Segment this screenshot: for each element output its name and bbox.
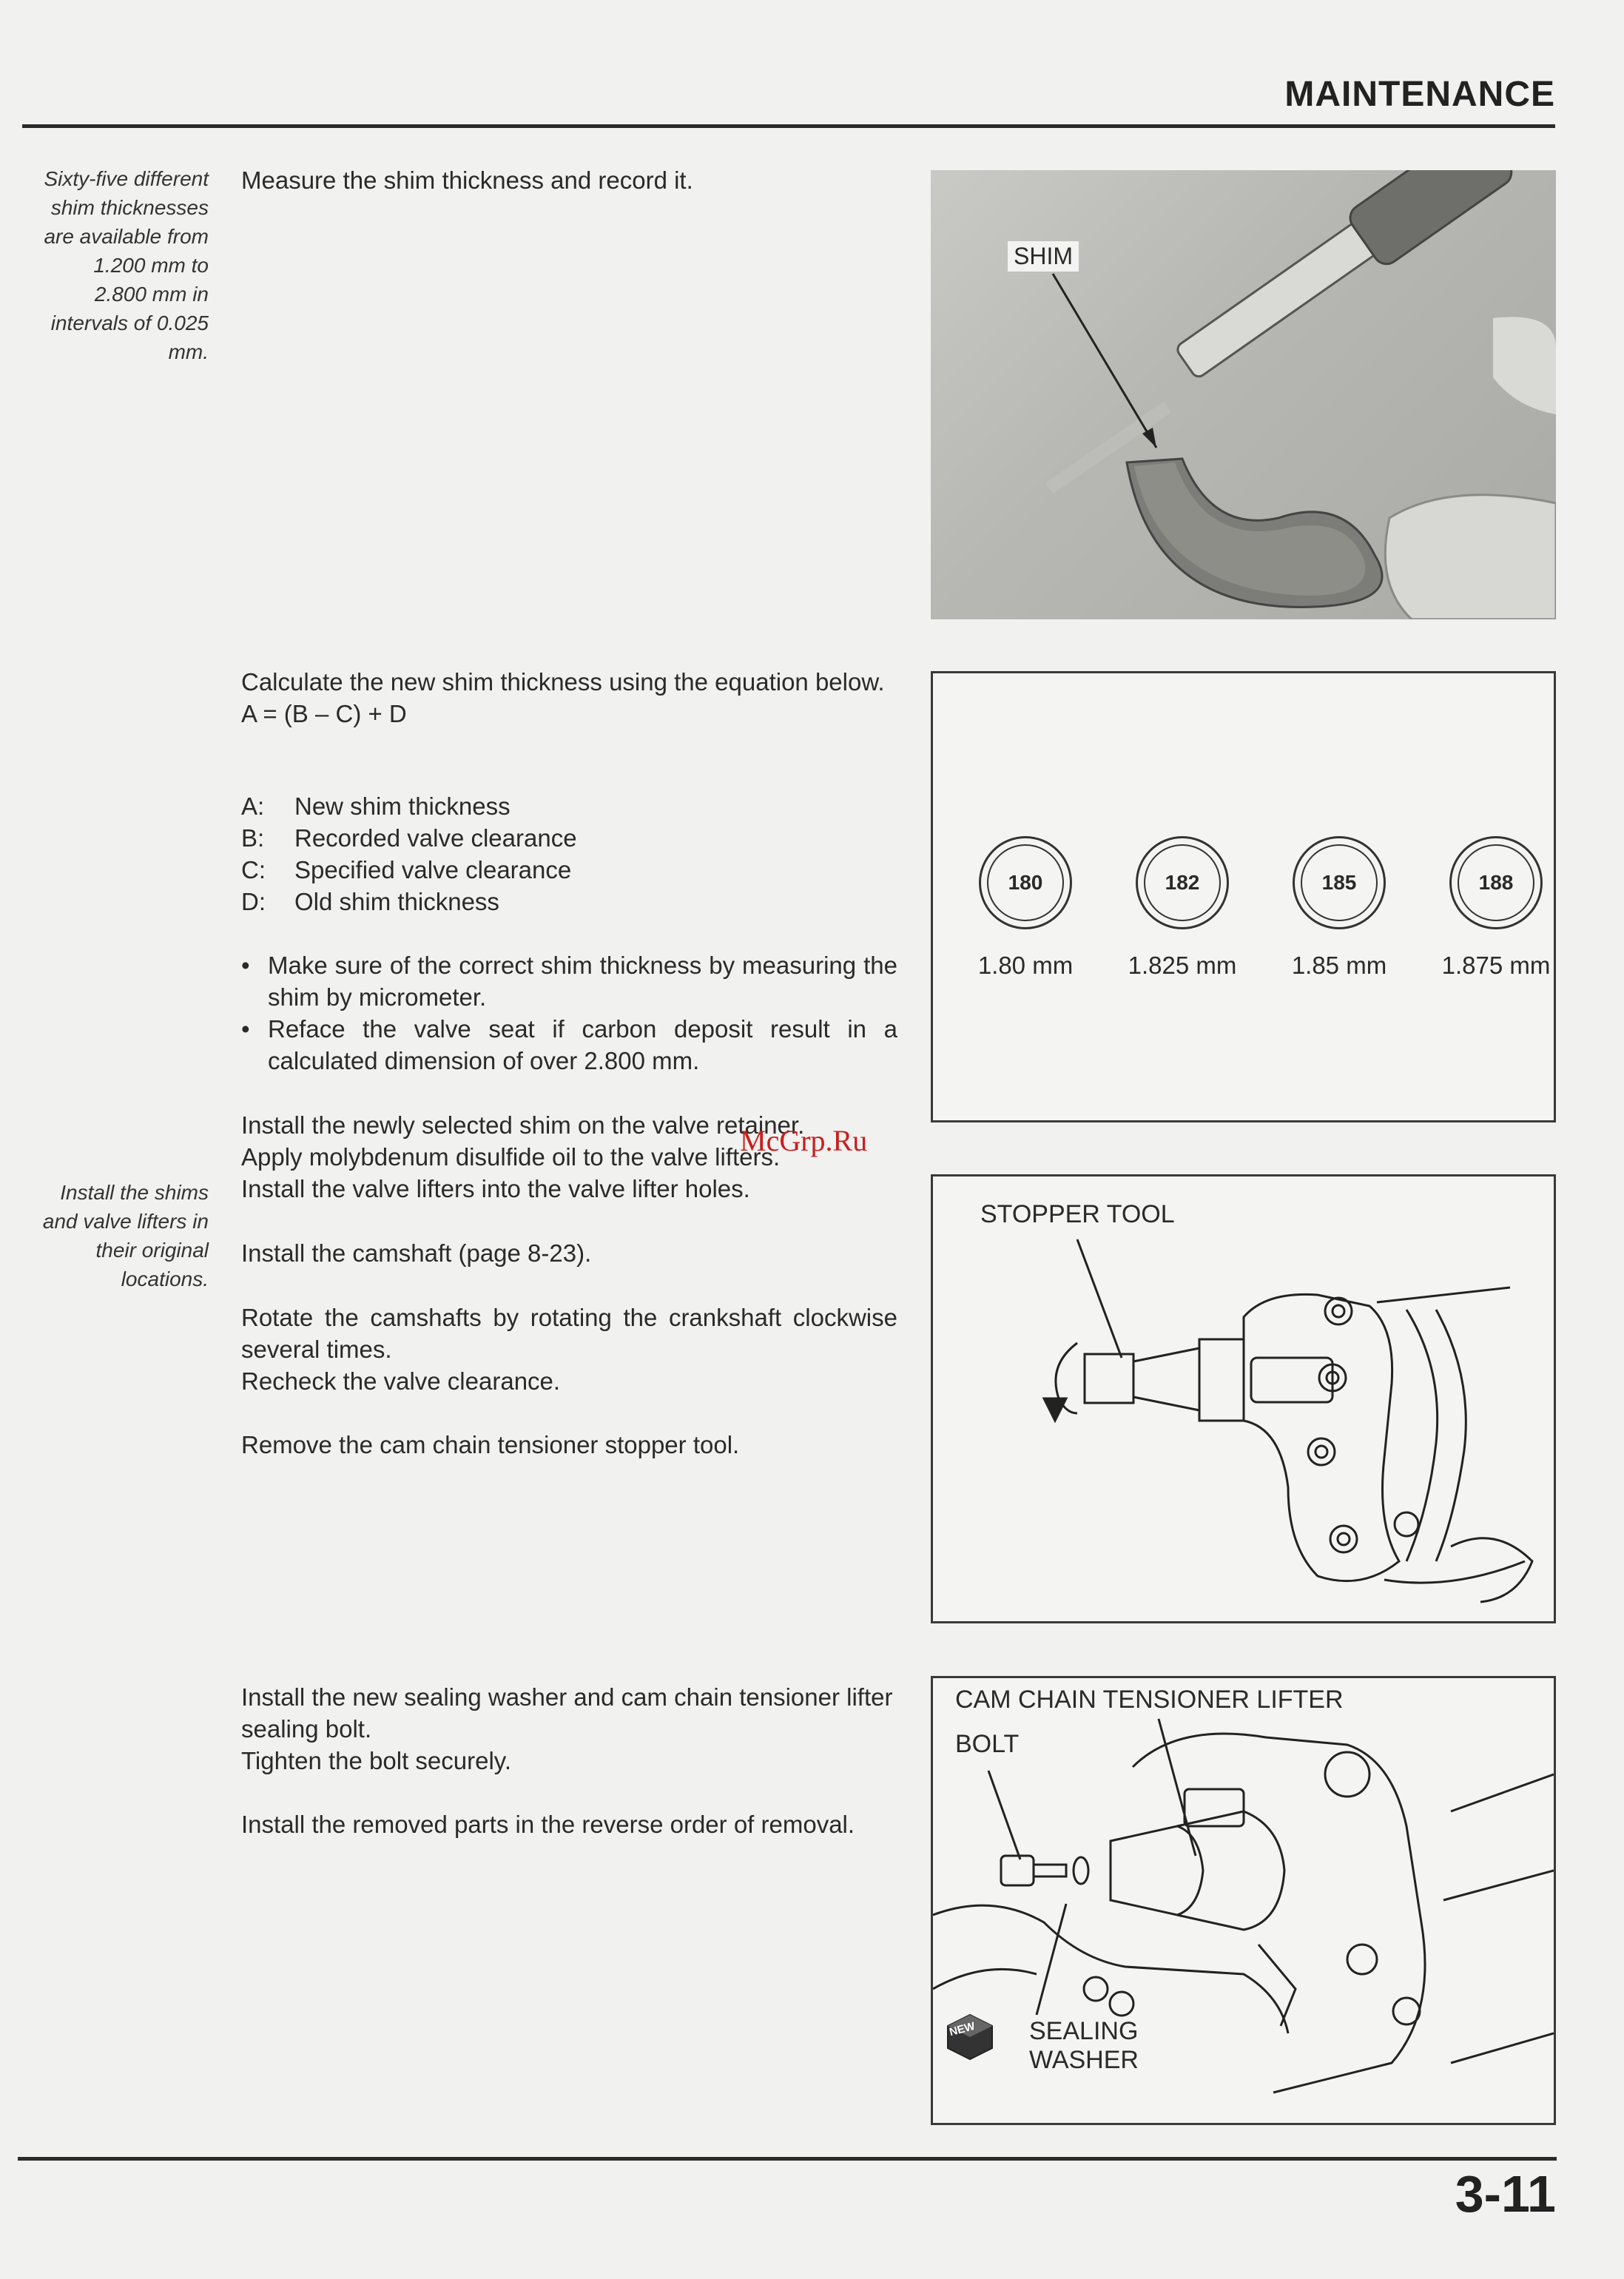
shim-size-label: 1.825 mm xyxy=(1128,952,1237,979)
body-paragraph: Remove the cam chain tensioner stopper tool. xyxy=(241,1431,740,1458)
side-note-line: mm. xyxy=(168,340,209,363)
shim-code: 182 xyxy=(1144,844,1221,921)
reverse-order-text xyxy=(241,1808,897,1840)
section-title: MAINTENANCE xyxy=(1284,75,1555,114)
side-note-line: Sixty-five different xyxy=(44,167,209,190)
side-note-line: locations. xyxy=(121,1268,209,1290)
shim-size-chart xyxy=(931,671,1556,1122)
shim-circle-icon xyxy=(1293,836,1386,929)
page-number: 3-11 xyxy=(1455,2165,1556,2223)
body-paragraph: Install the camshaft (page 8-23). xyxy=(241,1239,592,1267)
definition-value: Recorded valve clearance xyxy=(294,824,577,852)
definition-item xyxy=(241,790,577,822)
side-note-line: Install the shims xyxy=(60,1181,209,1204)
shim-size-label: 1.875 mm xyxy=(1441,952,1551,979)
body-paragraph: Rotate the camshafts by rotating the crankshaft clockwise several times. xyxy=(241,1304,897,1363)
side-note-original-locations xyxy=(24,1178,209,1293)
bullet-text: Reface the valve seat if carbon deposit result in a calculated dimension of over 2.800 mm. xyxy=(268,1015,897,1074)
equation: A = (B – C) + D xyxy=(241,700,407,727)
shim-size-item xyxy=(1112,836,1253,980)
side-note-shim-range xyxy=(24,164,209,366)
definition-value: Old shim thickness xyxy=(294,888,499,915)
tensioner-illustration xyxy=(933,1678,1554,2123)
body-paragraph: Measure the shim thickness and record it. xyxy=(241,166,693,194)
shim-size-item xyxy=(1426,836,1566,980)
shim-circle-icon xyxy=(979,836,1072,929)
bullet-icon: • xyxy=(241,952,250,979)
shim-code: 180 xyxy=(987,844,1064,921)
bolt-label: BOLT xyxy=(955,1730,1020,1758)
body-paragraph: Install the new sealing washer and cam chain tensioner lifter sealing bolt. xyxy=(241,1683,893,1743)
side-note-line: 1.200 mm to xyxy=(93,254,209,277)
camshaft-text xyxy=(241,1237,897,1269)
micrometer-photo xyxy=(931,170,1556,619)
definition-value: Specified valve clearance xyxy=(294,856,572,883)
bullet-text: Make sure of the correct shim thickness by measuring the shim by micrometer. xyxy=(268,952,897,1011)
bullet-list xyxy=(241,949,897,1077)
body-paragraph: Install the newly selected shim on the valve retainer. xyxy=(241,1111,805,1139)
shim-code: 188 xyxy=(1458,844,1534,921)
bullet-icon: • xyxy=(241,1015,250,1043)
calculate-text xyxy=(241,666,897,730)
measure-shim-text xyxy=(241,164,897,196)
shim-size-item xyxy=(955,836,1096,980)
definition-value: New shim thickness xyxy=(294,792,511,820)
definition-key: D: xyxy=(241,888,266,915)
watermark: McGrp.Ru xyxy=(740,1124,868,1157)
body-paragraph: Recheck the valve clearance. xyxy=(241,1367,561,1395)
side-note-line: 2.800 mm in xyxy=(94,283,209,306)
tensioner-lifter-label: CAM CHAIN TENSIONER LIFTER xyxy=(955,1686,1344,1714)
side-note-line: and valve lifters in xyxy=(42,1210,209,1233)
shim-label: SHIM xyxy=(1008,241,1079,272)
definition-key: A: xyxy=(241,792,265,820)
body-paragraph: Calculate the new shim thickness using the equation below. xyxy=(241,668,885,696)
rotate-text xyxy=(241,1302,897,1397)
definition-list xyxy=(241,790,577,918)
new-badge-text: NEW xyxy=(948,2019,977,2039)
micrometer-illustration xyxy=(931,170,1556,619)
definition-item xyxy=(241,822,577,854)
bullet-item xyxy=(241,1013,897,1077)
shim-size-label: 1.85 mm xyxy=(1291,952,1387,979)
stopper-tool-label: STOPPER TOOL xyxy=(980,1200,1175,1228)
side-note-line: their original xyxy=(95,1239,209,1262)
tensioner-lifter-figure xyxy=(931,1676,1556,2125)
side-note-line: intervals of 0.025 xyxy=(50,312,209,334)
shim-circle-icon xyxy=(1449,836,1543,929)
shim-circle-icon xyxy=(1136,836,1229,929)
footer-rule xyxy=(18,2157,1557,2161)
bullet-item xyxy=(241,949,897,1013)
body-paragraph: Install the removed parts in the reverse order of removal. xyxy=(241,1811,855,1838)
remove-text xyxy=(241,1429,897,1461)
definition-key: B: xyxy=(241,824,265,852)
stopper-tool-figure xyxy=(931,1174,1556,1623)
body-paragraph: Apply molybdenum disulfide oil to the valve lifters. xyxy=(241,1143,781,1171)
washer-label-line: WASHER xyxy=(1029,2046,1139,2074)
shim-size-item xyxy=(1269,836,1409,980)
header-rule xyxy=(22,124,1555,128)
body-paragraph: Install the valve lifters into the valve lifter holes. xyxy=(241,1175,750,1202)
sealing-washer-text xyxy=(241,1681,897,1777)
shim-size-label: 1.80 mm xyxy=(977,952,1074,979)
definition-key: C: xyxy=(241,856,266,883)
body-paragraph: Tighten the bolt securely. xyxy=(241,1747,512,1774)
shim-code: 185 xyxy=(1301,844,1378,921)
definition-item xyxy=(241,886,577,918)
definition-item xyxy=(241,854,577,886)
side-note-line: shim thicknesses xyxy=(50,196,209,219)
stopper-tool-illustration xyxy=(933,1176,1554,1621)
side-note-line: are available from xyxy=(44,225,209,248)
washer-label-line: SEALING xyxy=(1029,2017,1139,2045)
